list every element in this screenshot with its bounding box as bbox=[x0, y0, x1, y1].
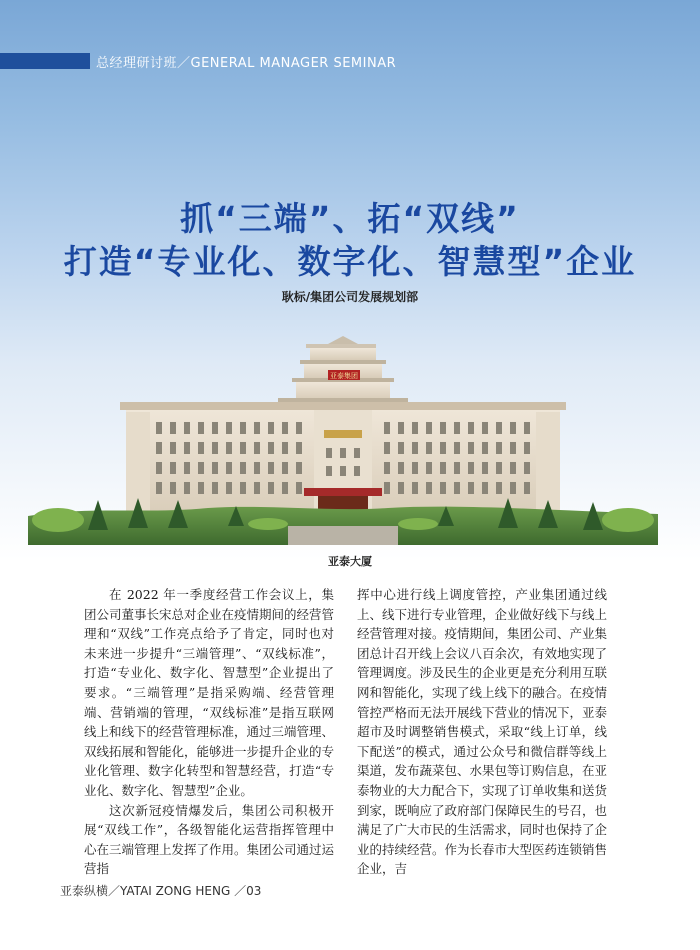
svg-text:亚泰集团: 亚泰集团 bbox=[330, 372, 358, 380]
building-sign bbox=[328, 370, 360, 380]
article-title-line-2: 打造“专业化、数字化、智慧型”企业 bbox=[63, 242, 637, 281]
photo-caption: 亚泰大厦 bbox=[328, 555, 372, 568]
article-title-line-1: 抓“三端”、拓“双线” bbox=[180, 199, 520, 238]
paragraph: 这次新冠疫情爆发后，集团公司积极开展“双线工作”，各级智能化运营指挥管理中心在三端管理上发挥了作用。集团公司通过运营指 bbox=[84, 802, 335, 877]
paragraph: 在 2022 年一季度经营工作会议上，集团公司董事长宋总对企业在疫情期间的经营管理和“双线”工作亮点给予了肯定，同时也对未来进一步提升“三端管理”、“双线标准”，打造“专业化、数字化、智慧型”企业提出了要求。“三端管理”是指采购端、经营管理端、营销端的管理，“双线标准”是指互联网线上和线下的经营管理标准，通过三端管理、双线拓展和智能化，能够进一步提升企业的专业化管理、数字化转型和智慧经营，打造“专业化、数字化、智慧型”企业。 bbox=[84, 587, 335, 798]
section-color-bar bbox=[0, 53, 90, 69]
section-header: 总经理研讨班／GENERAL MANAGER SEMINAR bbox=[96, 56, 397, 71]
text-column-right bbox=[357, 585, 607, 879]
article-author: 耿标/集团公司发展规划部 bbox=[281, 290, 419, 304]
text-column-left bbox=[84, 585, 334, 879]
building-photo bbox=[28, 330, 658, 545]
page-footer: 亚泰纵横／YATAI ZONG HENG ／03 bbox=[60, 884, 262, 898]
paragraph: 挥中心进行线上调度管控，产业集团通过线上、线下进行专业管理，企业做好线下与线上经营管理对接。疫情期间，集团公司、产业集团总计召开线上会议八百余次，有效地实现了管理调度。涉及民生的企业更是充分利用互联网和智能化，实现了线上线下的融合。在疫情管控严格而无法开展线下营业的情况下，亚泰超市及时调整销售模式，采取“线上订单，线下配送”的模式，通过公众号和微信群等线上渠道，发布蔬菜包、水果包等订购信息，在亚泰物业的大力配合下，实现了订单收集和送货到家，既响应了政府部门保障民生的号召，也满足了广大市民的生活需求，同时也保持了企业的持续经营。作为长春市大型医药连锁销售企业，吉 bbox=[357, 587, 608, 877]
